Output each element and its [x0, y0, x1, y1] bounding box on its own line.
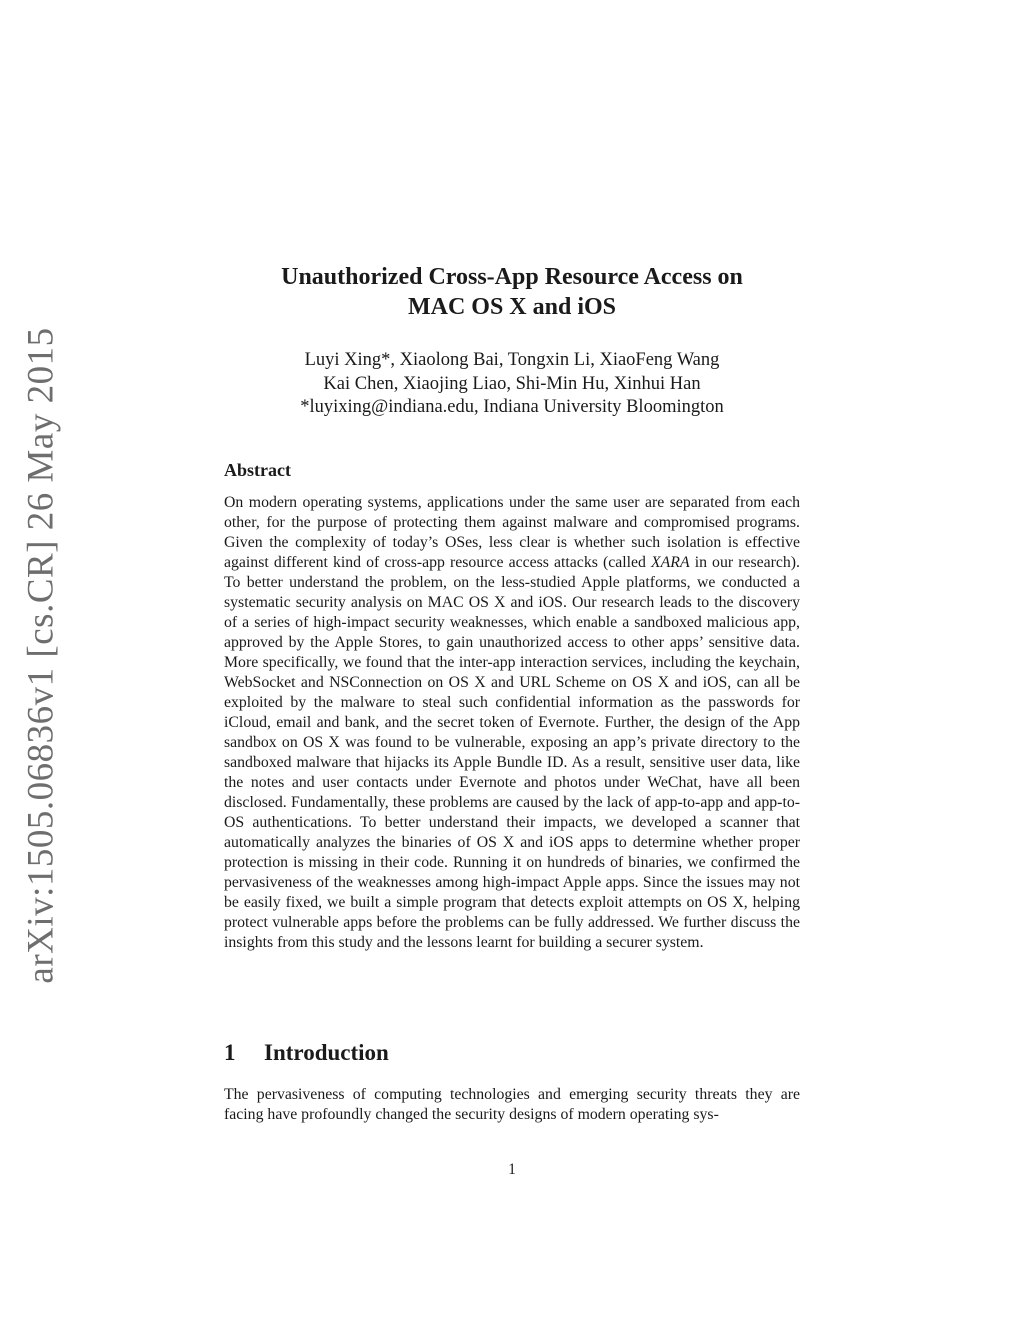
author-affiliation: *luyixing@indiana.edu, Indiana University Bloomington [300, 397, 724, 417]
abstract-heading: Abstract [224, 460, 291, 480]
introduction-paragraph: The pervasiveness of computing technologies and emerging security threats they are facing have profoundly changed the security designs of modern operating sys- [224, 1086, 800, 1123]
section-number: 1 [224, 1040, 236, 1065]
authors-line-1: Luyi Xing*, Xiaolong Bai, Tongxin Li, XiaoFeng Wang [304, 350, 720, 370]
abstract-italic-term: XARA [651, 554, 690, 571]
authors-line-2: Kai Chen, Xiaojing Liao, Shi-Min Hu, Xinhui Han [323, 373, 701, 394]
paper-title [150, 262, 874, 322]
section-heading-introduction [224, 1040, 389, 1066]
arxiv-identifier-stamp [16, 326, 66, 984]
abstract-text-part-2: in our research). To better understand the problem, on the less-studied Apple platforms, we conducted a systematic security analysis on MAC OS X and iOS. Our research leads to the discovery of a series of high-impact security weaknesses, which enable a sandboxed malicious app, approved by the Apple Stores, to gain unauthorized access to other apps’ sensitive data. More specifically, we found that the inter-app interaction services, including the keychain, WebSocket and NSConnection on OS X and URL Scheme on OS X and iOS, can all be exploited by the malware to steal such confidential information as the passwords for iCloud, email and bank, and the secret token of Evernote. Further, the design of the App sandbox on OS X was found to be vulnerable, exposing an app’s private directory to the sandboxed malware that hijacks its Apple Bundle ID. As a result, sensitive user data, like the notes and user contacts under Evernote and photos under WeChat, have all been disclosed. Fundamentally, these problems are caused by the lack of app-to-app and app-to-OS authentications. To better understand their impacts, we developed a scanner that automatically analyzes the binaries of OS X and iOS apps to determine whether proper protection is missing in their code. Running it on hundreds of binaries, we confirmed the pervasiveness of the weaknesses among high-impact Apple apps. Since the issues may not be easily fixed, we built a simple program that detects exploit attempts on OS X, helping protect vulnerable apps before the problems can be fully addressed. We further discuss the insights from this study and the lessons learnt for building a securer system. [224, 554, 801, 951]
paper-title-line-1: Unauthorized Cross-App Resource Access on [281, 264, 743, 290]
section-title: Introduction [264, 1040, 389, 1065]
page-number: 1 [508, 1161, 516, 1178]
abstract-text-part-1: On modern operating systems, applications under the same user are separated from each other, for the purpose of protecting them against malware and compromised programs. Given the complexity of today’s OSes, less clear is whether such isolation is effective against different kind of cross-app resource access attacks (called [224, 494, 800, 571]
paper-title-line-2: MAC OS X and iOS [407, 294, 617, 320]
author-block [150, 349, 874, 420]
abstract-body [224, 493, 800, 953]
arxiv-identifier-text: arXiv:1505.06836v1 [cs.CR] 26 May 2015 [20, 326, 62, 984]
